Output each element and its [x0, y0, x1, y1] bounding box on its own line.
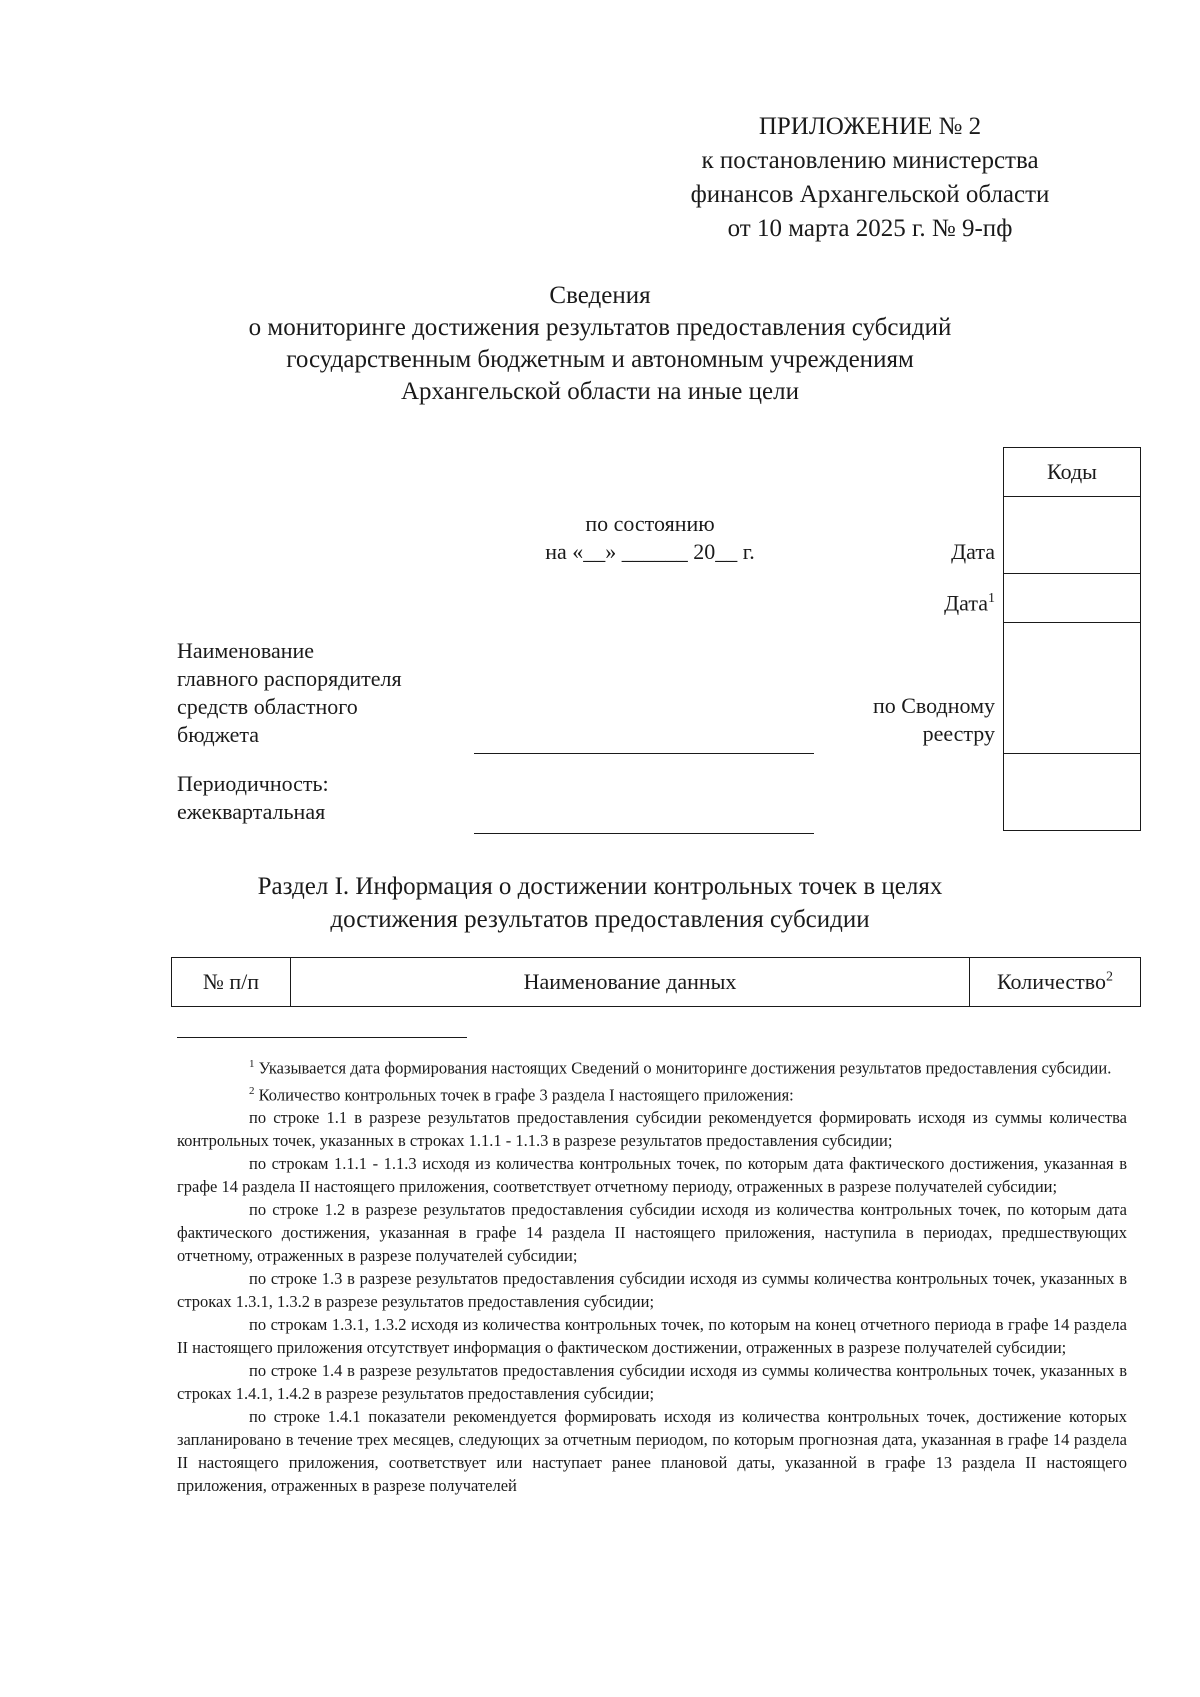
- code-cell-periodicity[interactable]: [1004, 754, 1141, 831]
- footnote-item: по строкам 1.1.1 - 1.1.3 исходя из количества контрольных точек, по которым дата фактического достижения, указанная в графе 14 раздела II настоящего приложения, соответствует отчетному периоду, отраженных в разрезе получателей субсидии;: [177, 1154, 1127, 1196]
- footnote-item: по строкам 1.3.1, 1.3.2 исходя из количества контрольных точек, по которым на конец отчетного периода в графе 14 раздела II настоящего приложения отсутствует информация о фактическом достижении, отраженных в разрезе получателей субсидии;: [177, 1315, 1127, 1357]
- title-line: Сведения: [549, 282, 651, 309]
- administrator-field[interactable]: [474, 753, 814, 754]
- title-line: Архангельской области на иные цели: [401, 378, 799, 405]
- document-title: [160, 280, 1040, 408]
- periodicity-field[interactable]: [474, 833, 814, 834]
- footnote-1: $^1$ Указывается дата формирования настоящих Сведений о мониторинге достижения результатов предоставления субсидии.: [249, 1058, 1112, 1078]
- title-line: о мониторинге достижения результатов предоставления субсидий: [248, 314, 952, 341]
- footnote-item: по строке 1.4.1 показатели рекомендуется формировать исходя из количества контрольных точек, достижение которых запланировано в течение трех месяцев, следующих за отчетным периодом, по которым прогнозная дата, указанная в графе 14 раздела II настоящего приложения, соответствует или наступает ранее плановой даты, указанной в графе 13 раздела II настоящего приложения, отраженных в разрезе получателей: [177, 1407, 1127, 1495]
- label-date: Дата: [951, 539, 995, 564]
- section-1-table: [171, 957, 1141, 1007]
- as-of-date: [500, 510, 800, 566]
- annex-ref-date: от 10 марта 2025 г. № 9-пф: [727, 215, 1013, 242]
- label-chief-administrator: Наименование главного распорядителя средств областного бюджета: [177, 638, 402, 747]
- footnote-mark: 1: [988, 591, 995, 606]
- codes-header: Коды: [1004, 448, 1141, 497]
- footnotes: [177, 1053, 1127, 1497]
- label-periodicity: Периодичность: ежеквартальная: [177, 771, 329, 824]
- column-header-name: Наименование данных: [291, 958, 970, 1007]
- label-registry: по Сводному реестру: [872, 693, 995, 746]
- footnote-item: по строке 1.1 в разрезе результатов предоставления субсидии рекомендуется формировать исходя из суммы количества контрольных точек, указанных в строках 1.1.1 - 1.1.3 в разрезе результатов предоставления субсидии;: [177, 1108, 1127, 1150]
- column-header-quantity: Количество$^2$: [970, 958, 1141, 1007]
- table-header-row: [172, 958, 1141, 1007]
- column-header-number: № п/п: [172, 958, 291, 1007]
- as-of-label: по состоянию: [585, 511, 715, 536]
- annex-number: ПРИЛОЖЕНИЕ № 2: [758, 113, 982, 140]
- code-cell-date[interactable]: [1004, 497, 1141, 574]
- code-cell-date-formation[interactable]: [1004, 574, 1141, 623]
- footnote-divider: [177, 1037, 467, 1038]
- section-1-title: Раздел I. Информация о достижении контрольных точек в целях достижения результатов предоставления субсидии: [257, 873, 943, 933]
- footnote-2: $^2$ Количество контрольных точек в графе 3 раздела I настоящего приложения:: [249, 1084, 794, 1104]
- footnote-mark: 2: [249, 1084, 255, 1097]
- title-line: государственным бюджетным и автономным учреждениям: [286, 346, 914, 373]
- as-of-value: на «__» ______ 20__ г.: [545, 539, 755, 564]
- footnote-mark: 2: [1106, 969, 1114, 985]
- label-date-formation: Дата$^1$: [944, 590, 995, 616]
- footnote-item: по строке 1.3 в разрезе результатов предоставления субсидии исходя из суммы количества контрольных точек, указанных в строках 1.3.1, 1.3.2 в разрезе результатов предоставления субсидии;: [177, 1269, 1127, 1311]
- annex-ref-line: финансов Архангельской области: [690, 181, 1050, 208]
- annex-ref-line: к постановлению министерства: [701, 147, 1039, 174]
- annex-header: [640, 110, 1100, 246]
- code-cell-registry[interactable]: [1004, 623, 1141, 754]
- footnote-mark: 1: [249, 1058, 255, 1070]
- codes-table: [1003, 447, 1141, 831]
- footnote-item: по строке 1.2 в разрезе результатов предоставления субсидии исходя из количества контрольных точек, по которым дата фактического достижения, указанная в графе 14 раздела II настоящего приложения, наступила в периодах, предшествующих отчетному, отраженных в разрезе получателей субсидии;: [177, 1200, 1127, 1265]
- footnote-item: по строке 1.4 в разрезе результатов предоставления субсидии исходя из суммы количества контрольных точек, указанных в строках 1.4.1, 1.4.2 в разрезе результатов предоставления субсидии;: [177, 1361, 1127, 1403]
